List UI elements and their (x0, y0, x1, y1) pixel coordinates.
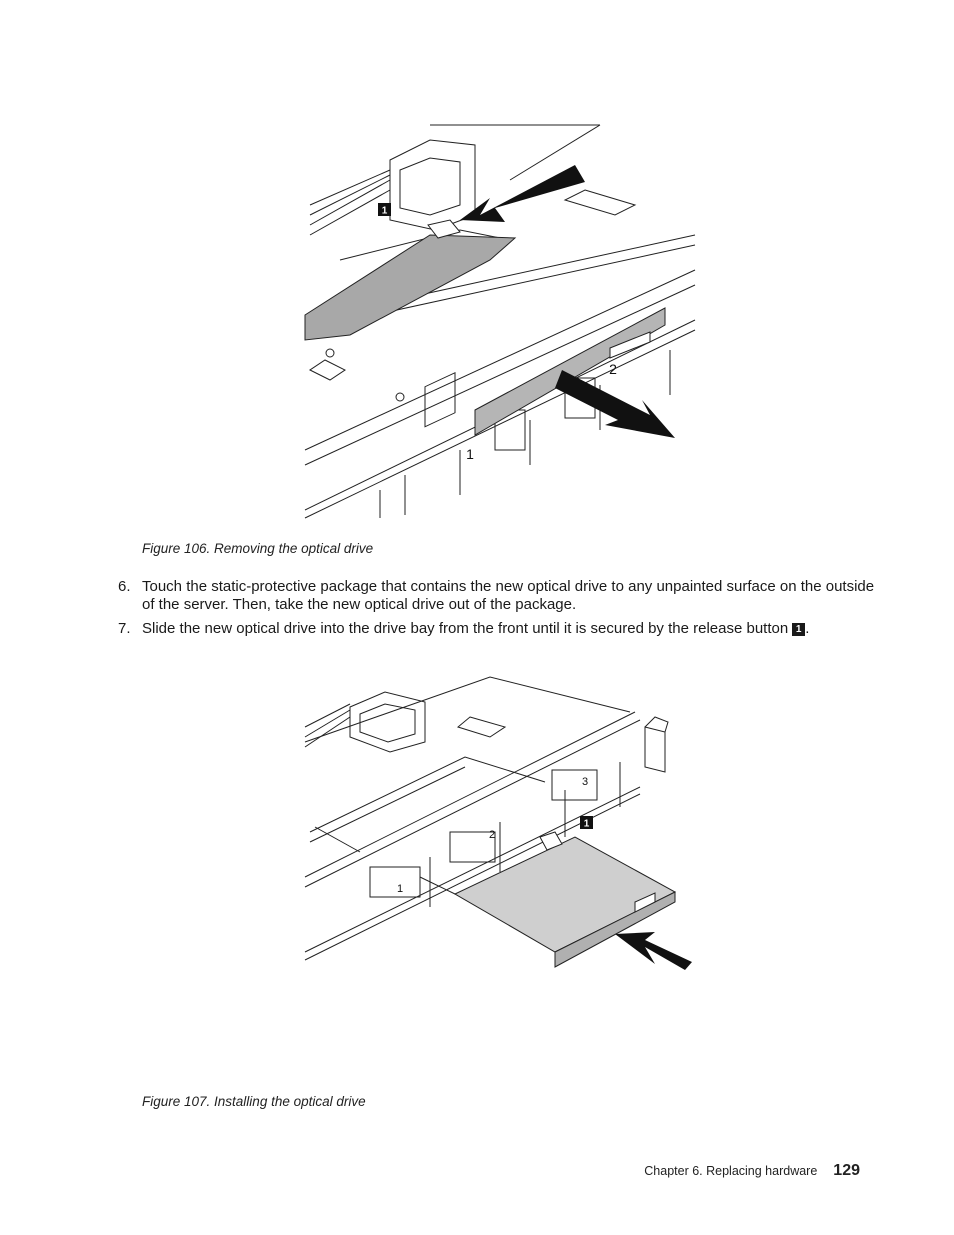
figure-107-illustration (300, 672, 692, 982)
page-footer (644, 1162, 860, 1180)
figure-107-caption: Figure 107. Installing the optical drive (142, 1094, 366, 1109)
bay-number-1: 1 (396, 883, 404, 895)
step-suffix: . (805, 620, 810, 637)
step-7 (118, 620, 878, 638)
bay-number-3: 3 (581, 776, 589, 788)
callout-label: 1 (583, 818, 590, 830)
removing-optical-drive-drawing (300, 120, 700, 522)
installing-optical-drive-drawing (300, 672, 692, 982)
page-number: 129 (833, 1162, 860, 1179)
bay-number-1: 1 (466, 446, 474, 462)
figure-106-caption: Figure 106. Removing the optical drive (142, 541, 374, 556)
step-number: 6. (118, 578, 131, 595)
instruction-steps (118, 578, 878, 644)
step-text: Slide the new optical drive into the drive bay from the front until it is secured by the release button (142, 620, 789, 637)
step-6 (118, 578, 878, 614)
callout-1-badge: 1 (792, 623, 805, 636)
bay-number-2: 2 (488, 829, 496, 841)
step-text: Touch the static-protective package that contains the new optical drive to any unpainted surface on the outside of the server. Then, take the new optical drive out of the package. (142, 578, 875, 613)
figure-106-illustration (300, 120, 700, 522)
bay-number-2: 2 (609, 361, 617, 377)
callout-label: 1 (381, 205, 388, 217)
chapter-title: Chapter 6. Replacing hardware (644, 1164, 818, 1178)
step-number: 7. (118, 620, 131, 637)
